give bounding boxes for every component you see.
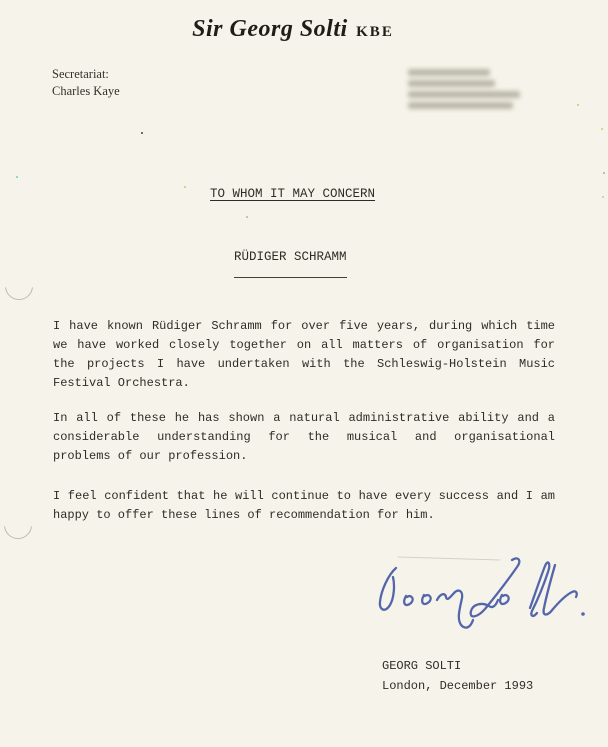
- letterhead-honorific: KBE: [356, 24, 394, 40]
- letterhead-title: [0, 16, 586, 43]
- redacted-address-line: [408, 102, 513, 109]
- secretariat-name: Charles Kaye: [52, 84, 120, 98]
- salutation-heading: TO WHOM IT MAY CONCERN: [210, 187, 376, 201]
- letterhead-name: Sir Georg Solti: [192, 16, 348, 42]
- subject-underline: [234, 277, 347, 278]
- scan-speck: [16, 176, 18, 178]
- scan-speck: [246, 216, 248, 218]
- secretariat-label: Secretariat:: [52, 67, 109, 81]
- body-paragraph: I have known Rüdiger Schramm for over five years, during which time we have worked closely together on all matters of organisation for the projects I have undertaken with the Schleswig-Holstein Music Festival Orchestra.: [53, 319, 555, 390]
- scan-speck: [184, 186, 186, 188]
- redacted-address-line: [408, 91, 520, 98]
- body-paragraph: I feel confident that he will continue to have every success and I am happy to offer these lines of recommendation for him.: [53, 489, 555, 522]
- redacted-address-line: [408, 69, 490, 76]
- punch-hole-mark: [5, 272, 33, 300]
- scan-speck: [602, 196, 604, 198]
- address-block-redacted: [408, 69, 520, 113]
- signature-typed-name: GEORG SOLTI: [382, 659, 462, 673]
- punch-hole-mark: [4, 511, 32, 539]
- subject-name-heading: RÜDIGER SCHRAMM: [234, 250, 347, 264]
- handwritten-signature: [350, 548, 595, 660]
- redacted-address-line: [408, 80, 495, 87]
- signature-place-date: London, December 1993: [382, 679, 534, 693]
- scan-speck: [141, 132, 143, 134]
- scan-speck: [601, 128, 603, 130]
- body-paragraph: In all of these he has shown a natural administrative ability and a considerable understanding for the musical and organisational problems of our profession.: [53, 411, 555, 463]
- secretariat-block: [52, 66, 120, 100]
- scan-speck: [603, 172, 605, 174]
- scan-speck: [577, 104, 579, 106]
